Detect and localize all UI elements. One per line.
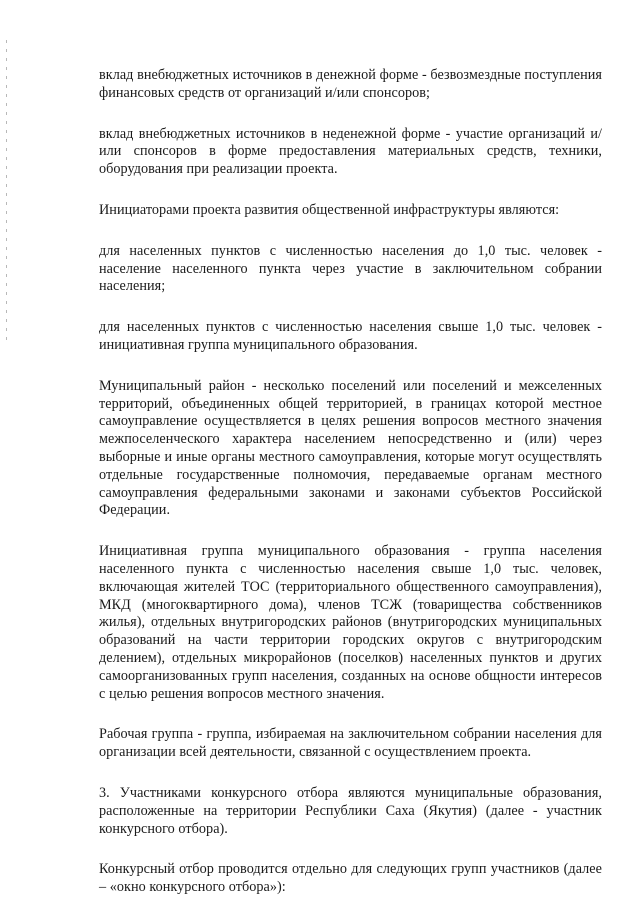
paragraph-cash-contribution: вклад внебюджетных источников в денежной форме - безвозмездные поступления финансовых средств от организаций и/или спонсоров;: [99, 67, 602, 101]
paragraph-noncash-contribution: вклад внебюджетных источников в неденежной форме - участие организаций и/или спонсоров в форме предоставления материальных средств, техники, оборудования при реализации проекта.: [99, 125, 602, 178]
document-body: [99, 67, 602, 919]
paragraph-municipal-district-definition: Муниципальный район - несколько поселений или поселений и межселенных территорий, объединенных общей территорией, в границах которой местное самоуправление осуществляется в целях решения вопросов местного значения межпоселенческого характера населением непосредственно и (или) через выборные и иные органы местного самоуправления, которые могут осуществлять отдельные государственные полномочия, передаваемые органам местного самоуправления федеральными законами и законами субъектов Российской Федерации.: [99, 377, 602, 519]
paragraph-selection-windows: Конкурсный отбор проводится отдельно для следующих групп участников (далее – «окно конкурсного отбора»):: [99, 861, 602, 896]
paragraph-large-settlements: для населенных пунктов с численностью населения свыше 1,0 тыс. человек - инициативная группа муниципального образования.: [99, 319, 602, 353]
paragraph-working-group-definition: Рабочая группа - группа, избираемая на заключительном собрании населения для организации всей деятельности, связанной с осуществлением проекта.: [99, 726, 602, 761]
paragraph-initiative-group-definition: Инициативная группа муниципального образования - группа населения населенного пункта с численностью населения свыше 1,0 тыс. человек, включающая жителей ТОС (территориального общественного самоуправления), МКД (многоквартирного дома), членов ТСЖ (товарищества собственников жилья), отдельных внутригородских районов (внутригородских муниципальных образований на части территории городских округов с внутригородским делением), отдельных микрорайонов (поселков) населенных пунктов и других самоорганизованных групп населения, созданных на основе общности интересов с целью решения вопросов местного значения.: [99, 543, 602, 702]
paragraph-initiators-heading: Инициаторами проекта развития общественной инфраструктуры являются:: [99, 201, 560, 218]
scan-edge-artifact: [6, 40, 7, 340]
paragraph-small-settlements: для населенных пунктов с численностью населения до 1,0 тыс. человек - население населенного пункта через участие в заключительном собрании населения;: [99, 242, 602, 295]
paragraph-participants: 3. Участниками конкурсного отбора являются муниципальные образования, расположенные на территории Республики Саха (Якутия) (далее - участник конкурсного отбора).: [99, 784, 602, 837]
